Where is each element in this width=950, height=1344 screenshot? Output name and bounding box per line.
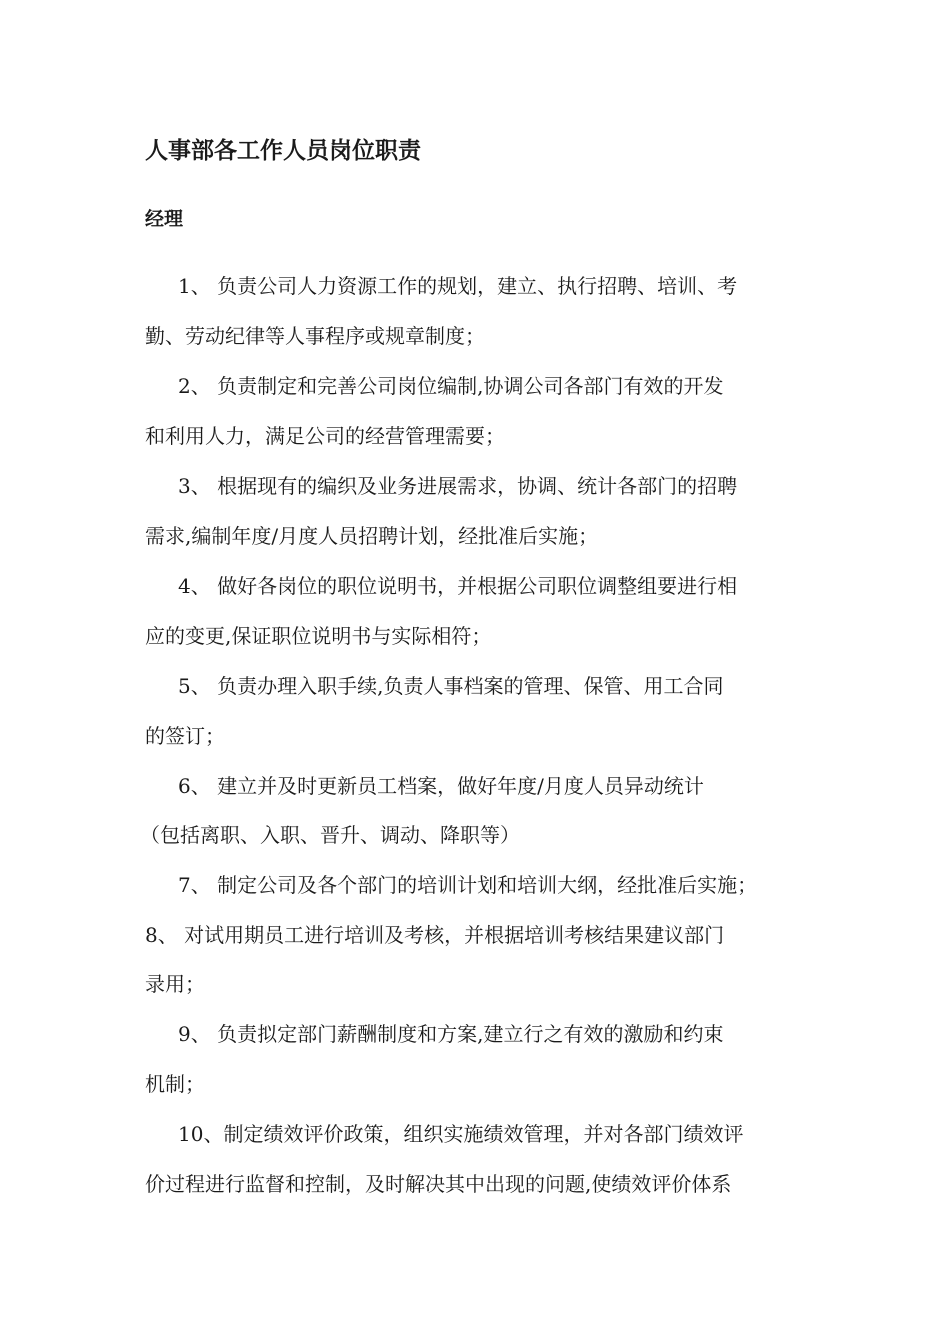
duty-line-6-cont: （包括离职、入职、晋升、调动、降职等） (140, 823, 520, 847)
duty-line-9: 9、 负责拟定部门薪酬制度和方案,建立行之有效的激励和约束 (178, 1022, 724, 1046)
duty-line-1-cont: 勤、劳动纪律等人事程序或规章制度； (145, 324, 485, 348)
duty-line-10-cont: 价过程进行监督和控制，及时解决其中出现的问题,使绩效评价体系 (145, 1172, 732, 1196)
duty-line-9-cont: 机制； (145, 1072, 205, 1096)
duty-line-4: 4、 做好各岗位的职位说明书，并根据公司职位调整组要进行相 (178, 574, 738, 598)
duty-line-2: 2、 负责制定和完善公司岗位编制,协调公司各部门有效的开发 (178, 374, 724, 398)
document-title: 人事部各工作人员岗位职责 (145, 138, 421, 164)
duty-line-8: 8、 对试用期员工进行培训及考核，并根据培训考核结果建议部门 (145, 923, 725, 947)
duty-line-5: 5、 负责办理入职手续,负责人事档案的管理、保管、用工合同 (178, 674, 724, 698)
section-heading-manager: 经理 (145, 208, 184, 230)
duty-line-5-cont: 的签订； (145, 724, 225, 748)
duty-line-3: 3、 根据现有的编织及业务进展需求，协调、统计各部门的招聘 (178, 474, 738, 498)
duty-line-2-cont: 和利用人力，满足公司的经营管理需要； (145, 424, 505, 448)
duty-line-7: 7、 制定公司及各个部门的培训计划和培训大纲，经批准后实施； (178, 873, 758, 897)
duty-line-6: 6、 建立并及时更新员工档案，做好年度/月度人员异动统计 (178, 774, 704, 798)
duty-line-8-cont: 录用； (145, 972, 205, 996)
duty-line-4-cont: 应的变更,保证职位说明书与实际相符； (145, 624, 492, 648)
duty-line-10: 10、制定绩效评价政策，组织实施绩效管理，并对各部门绩效评 (178, 1122, 744, 1146)
duty-line-3-cont: 需求,编制年度/月度人员招聘计划，经批准后实施； (145, 524, 599, 548)
duty-line-1: 1、 负责公司人力资源工作的规划，建立、执行招聘、培训、考 (178, 274, 738, 298)
